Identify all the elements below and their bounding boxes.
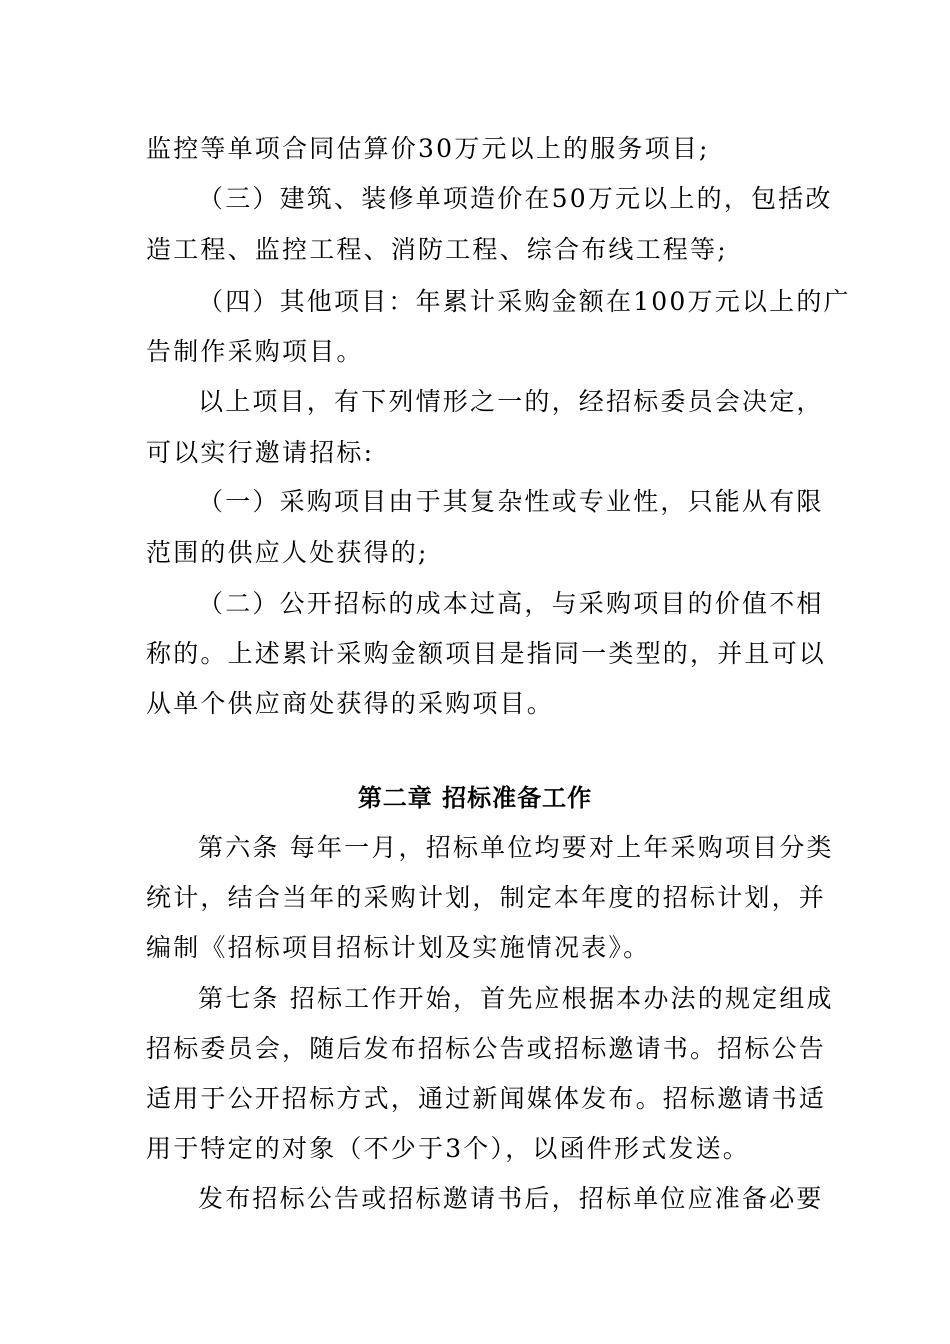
text-line: （一）采购项目由于其复杂性或专业性，只能从有限 xyxy=(198,487,824,516)
text-line: 招标委员会，随后发布招标公告或招标邀请书。招标公告 xyxy=(146,1034,827,1063)
chapter-heading: 第二章 招标准备工作 xyxy=(357,784,593,812)
text-line: 以上项目，有下列情形之一的，经招标委员会决定， xyxy=(198,387,824,416)
text-line: 用于特定的对象（不少于3个），以函件形式发送。 xyxy=(146,1134,751,1163)
text-line: 发布招标公告或招标邀请书后，招标单位应准备必要 xyxy=(198,1184,824,1213)
text-line: 称的。上述累计采购金额项目是指同一类型的，并且可以 xyxy=(146,639,827,668)
text-line: 监控等单项合同估算价30万元以上的服务项目; xyxy=(146,134,710,163)
text-line: 从单个供应商处获得的采购项目。 xyxy=(146,689,555,718)
text-line: 可以实行邀请招标: xyxy=(146,438,375,467)
text-line: 造工程、监控工程、消防工程、综合布线工程等; xyxy=(146,235,728,264)
text-line: 统计，结合当年的采购计划，制定本年度的招标计划，并 xyxy=(146,883,827,912)
text-line: 第六条 每年一月，招标单位均要对上年采购项目分类 xyxy=(198,833,834,862)
text-line: 范围的供应人处获得的; xyxy=(146,538,429,567)
text-line: （四）其他项目：年累计采购金额在100万元以上的广 xyxy=(198,287,851,316)
text-line: （二）公开招标的成本过高，与采购项目的价值不相 xyxy=(198,589,824,618)
text-line: 告制作采购项目。 xyxy=(146,337,364,366)
text-line: （三）建筑、装修单项造价在50万元以上的，包括改 xyxy=(198,184,833,213)
text-line: 第七条 招标工作开始，首先应根据本办法的规定组成 xyxy=(198,984,834,1013)
text-line: 适用于公开招标方式，通过新闻媒体发布。招标邀请书适 xyxy=(146,1084,827,1113)
text-line: 编制《招标项目招标计划及实施情况表》。 xyxy=(146,933,651,962)
